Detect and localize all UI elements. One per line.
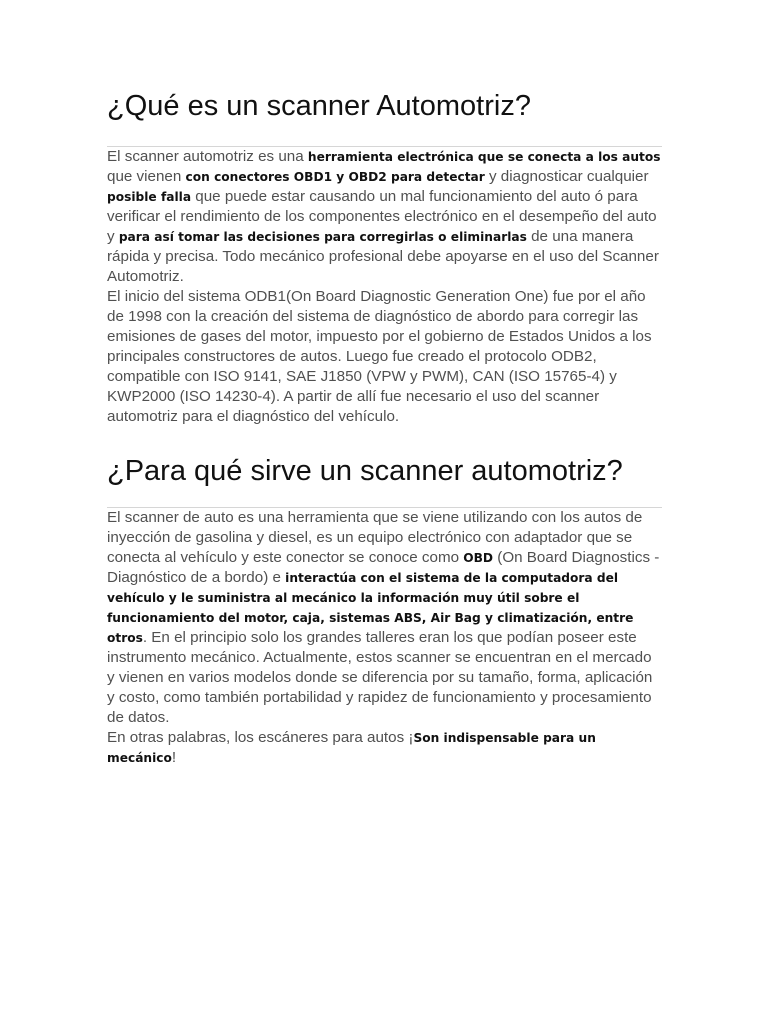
text-run: (On Board Diagnostics - Diagnóstico de a bordo) e <box>107 549 660 586</box>
text-run: de una manera rápida y precisa. Todo mecánico profesional debe apoyarse en el uso del Scanner Automotriz. <box>107 228 659 285</box>
text-run: ! <box>171 749 177 766</box>
text-run: El scanner automotriz es una <box>107 148 308 165</box>
section-heading-what-is-it-for: ¿Para qué sirve un scanner automotriz? <box>107 455 623 487</box>
emphasized-text: posible falla <box>107 190 192 204</box>
document-page <box>107 88 662 768</box>
emphasized-text: Son indispensable para un mecánico <box>107 731 596 765</box>
emphasized-text: herramienta electrónica que se conecta a los autos <box>307 150 661 164</box>
emphasized-text: interactúa con el sistema de la computadora del vehículo y le suministra al mecánico la información muy útil sobre el funcionamiento del motor, caja, sistemas ABS, Air Bag y climatización, entre otros <box>107 571 634 645</box>
paragraph-history: El inicio del sistema ODB1(On Board Diagnostic Generation One) fue por el año de 1998 con la creación del sistema de diagnóstico de abordo para corregir las emisiones de gases del motor, impuesto por el gobierno de Estados Unidos a los principales constructores de autos. Luego fue creado el protocolo ODB2, compatible con ISO 9141, SAE J1850 (VPW y PWM), CAN (ISO 15765-4) y KWP2000 (ISO 14230-4). A partir de allí fue necesario el uso del scanner automotriz para el diagnóstico del vehículo. <box>107 288 652 425</box>
emphasized-text: con conectores OBD1 y OBD2 para detectar <box>185 170 485 184</box>
text-run: que vienen <box>107 168 186 185</box>
text-run: En otras palabras, los escáneres para autos ¡ <box>107 729 414 746</box>
paragraph-definition <box>107 147 662 287</box>
text-run: . En el principio solo los grandes talleres eran los que podían poseer este instrumento mecánico. Actualmente, estos scanner se encuentran en el mercado y vienen en varios modelos donde se diferencia por su tamaño, forma, aplicación y costo, como también portabilidad y rapidez de funcionamiento y procesamiento de datos. <box>107 629 653 726</box>
emphasized-text: OBD <box>463 551 494 565</box>
text-run: y diagnosticar cualquier <box>484 168 649 185</box>
section-heading-what-is-scanner: ¿Qué es un scanner Automotriz? <box>107 90 531 122</box>
paragraph-conclusion <box>107 728 662 768</box>
text-run: que puede estar causando un mal funcionamiento del auto ó para verificar el rendimiento de los componentes electrónico en el desempeño del auto y <box>107 188 657 245</box>
text-run: El scanner de auto es una herramienta que se viene utilizando con los autos de inyección de gasolina y diesel, es un equipo electrónico con adaptador que se conecta al vehículo y este conector se conoce como <box>107 509 643 566</box>
paragraph-usage <box>107 508 662 728</box>
emphasized-text: para así tomar las decisiones para corregirlas o eliminarlas <box>118 230 527 244</box>
